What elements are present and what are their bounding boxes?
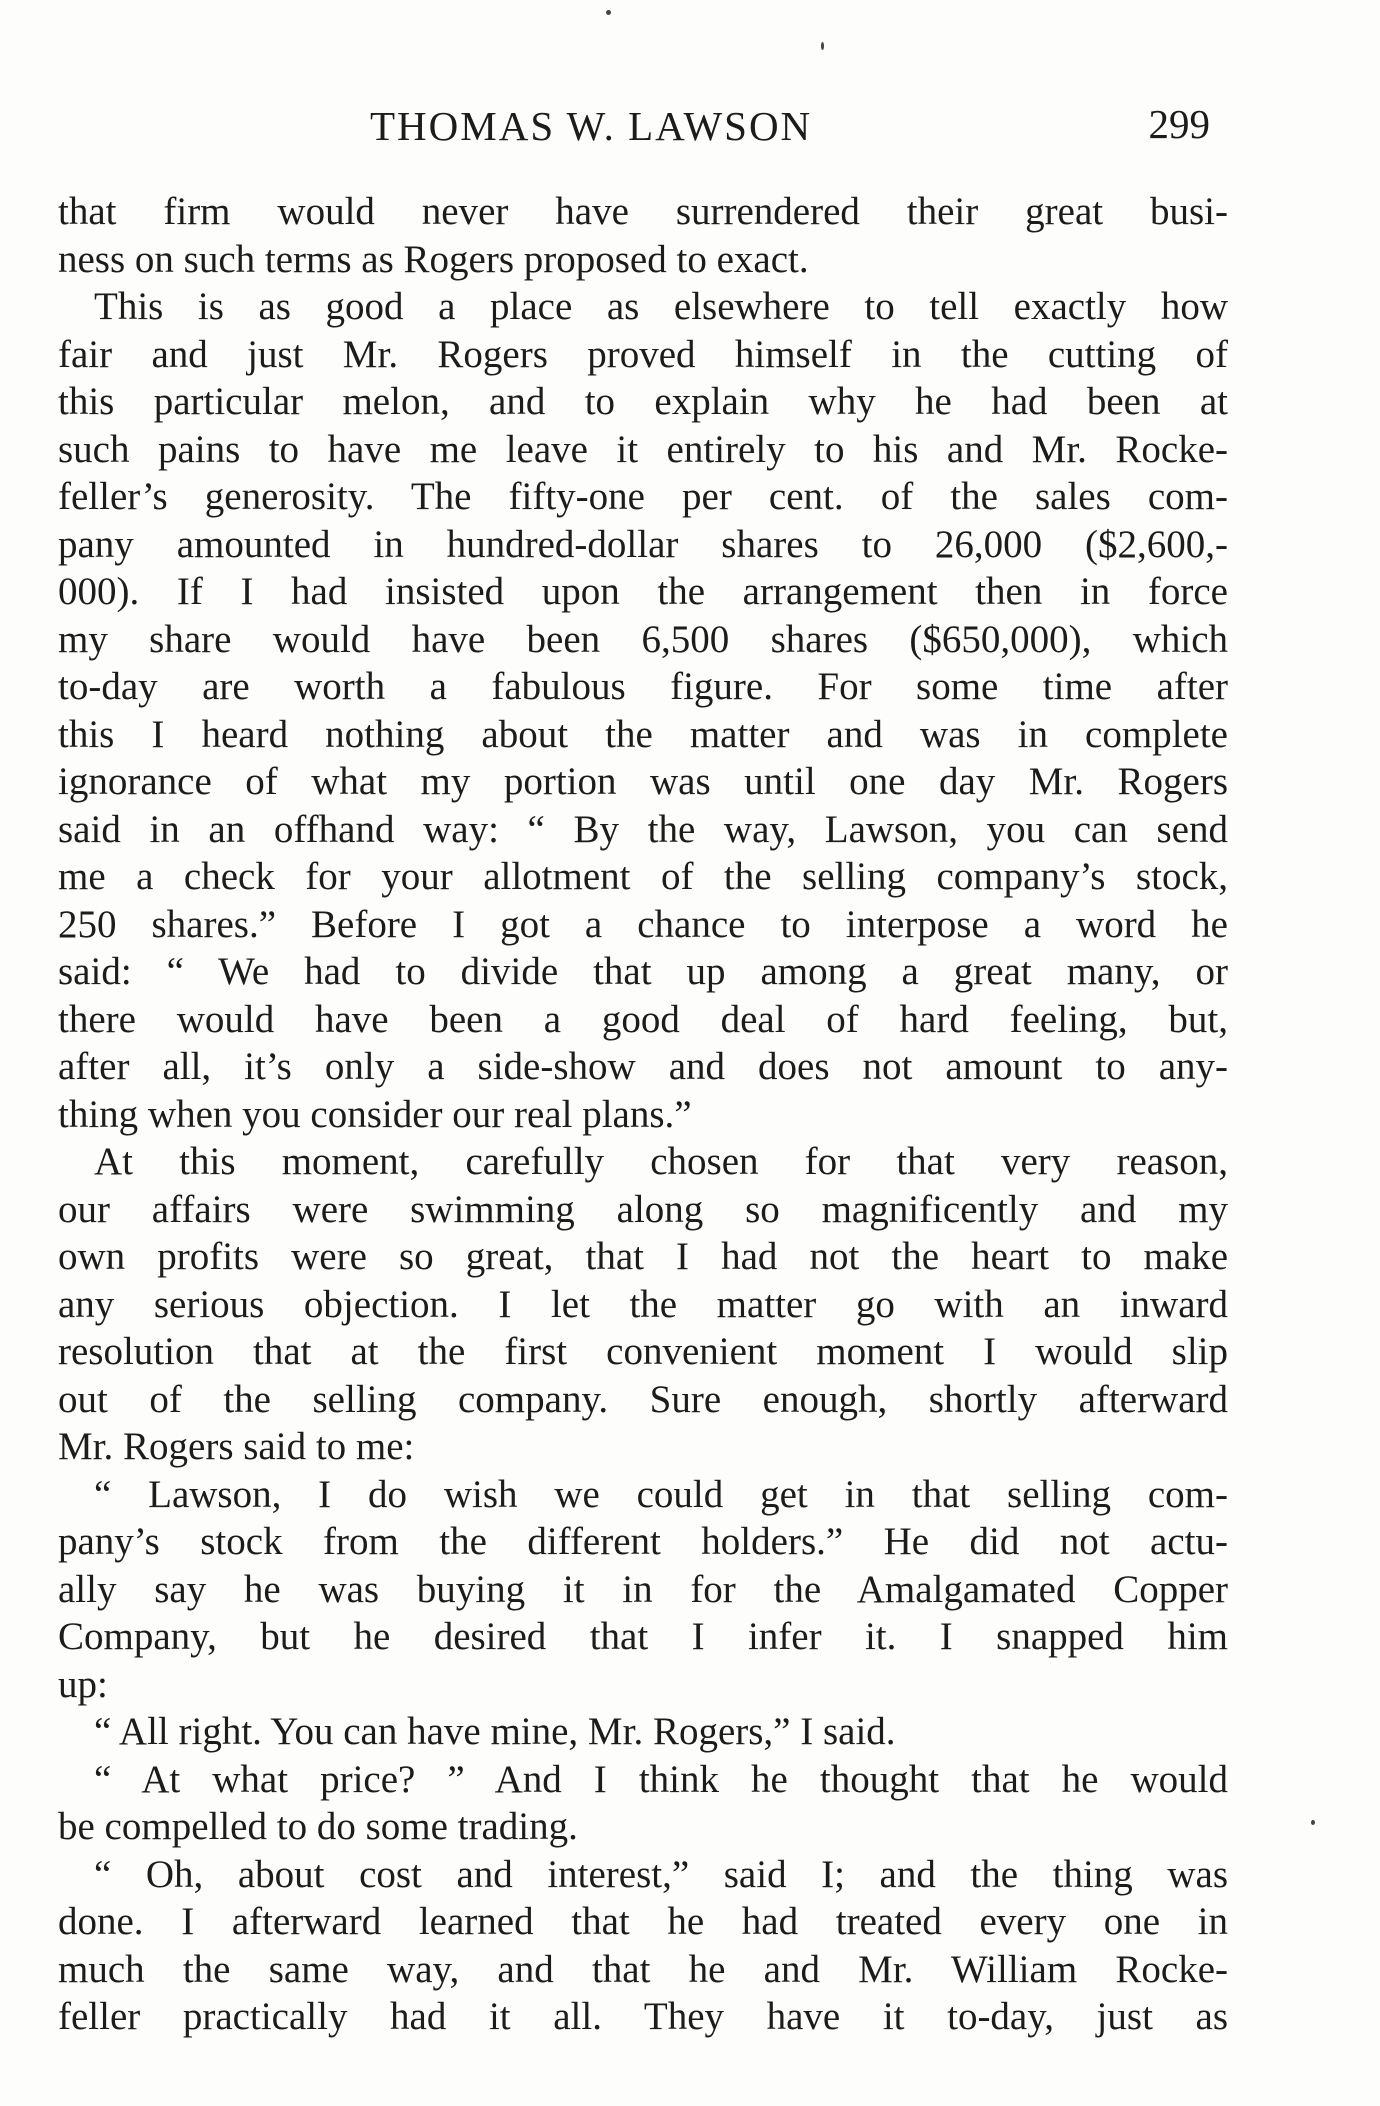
text-line: me a check for your allotment of the selling company’s stock,: [58, 855, 1228, 898]
text-line: that firm would never have surrendered their great busi-: [58, 190, 1228, 233]
text-line: Company, but he desired that I infer it. I snapped him: [58, 1615, 1228, 1658]
text-line: pany amounted in hundred-dollar shares to 26,000 ($2,600,-: [58, 522, 1228, 566]
print-speck: [606, 10, 611, 15]
text-line: “ At what price? ” And I think he thought that he would: [94, 1757, 1228, 1801]
text-line: pany’s stock from the different holders.” He did not actu-: [58, 1520, 1228, 1563]
text-line: 250 shares.” Before I got a chance to interpose a word he: [58, 902, 1228, 946]
text-line: this I heard nothing about the matter and was in complete: [58, 712, 1228, 756]
text-line: after all, it’s only a side-show and does not amount to any-: [58, 1045, 1228, 1088]
text-line: ignorance of what my portion was until one day Mr. Rogers: [58, 760, 1228, 803]
text-line: 000). If I had insisted upon the arrangement then in force: [58, 570, 1228, 613]
text-line: ally say he was buying it in for the Amalgamated Copper: [58, 1567, 1228, 1611]
text-line: such pains to have me leave it entirely to his and Mr. Rocke-: [58, 427, 1228, 471]
text-line: much the same way, and that he and Mr. William Rocke-: [58, 1947, 1228, 1991]
text-line: “ Oh, about cost and interest,” said I; and the thing was: [94, 1852, 1228, 1896]
text-line: thing when you consider our real plans.”: [58, 1092, 692, 1136]
page-number: 299: [1148, 101, 1210, 147]
text-line: feller practically had it all. They have it to-day, just as: [58, 1995, 1228, 2038]
text-line: Mr. Rogers said to me:: [58, 1425, 415, 1468]
text-line: any serious objection. I let the matter go with an inward: [58, 1282, 1228, 1326]
text-line: to-day are worth a fabulous figure. For some time after: [58, 665, 1228, 708]
body-text: [58, 188, 1228, 2041]
text-line: our affairs were swimming along so magnificently and my: [58, 1187, 1228, 1231]
running-head: THOMAS W. LAWSON: [370, 103, 813, 149]
text-line: “ Lawson, I do wish we could get in that selling com-: [94, 1472, 1228, 1516]
page-header: [60, 92, 1210, 152]
text-line: “ All right. You can have mine, Mr. Rogers,” I said.: [94, 1710, 896, 1753]
text-line: up:: [58, 1662, 108, 1706]
text-line: said: “ We had to divide that up among a great many, or: [58, 950, 1228, 993]
text-line: feller’s generosity. The fifty-one per cent. of the sales com-: [58, 475, 1228, 518]
text-line: said in an offhand way: “ By the way, Lawson, you can send: [58, 807, 1228, 851]
text-line: resolution that at the first convenient moment I would slip: [58, 1330, 1228, 1373]
text-line: this particular melon, and to explain why he had been at: [58, 380, 1228, 423]
print-speck: [821, 42, 824, 50]
text-line: done. I afterward learned that he had treated every one in: [58, 1900, 1228, 1943]
text-line: At this moment, carefully chosen for that very reason,: [94, 1140, 1228, 1183]
text-line: there would have been a good deal of hard feeling, but,: [58, 997, 1228, 1041]
text-line: fair and just Mr. Rogers proved himself in the cutting of: [58, 332, 1228, 376]
text-line: own profits were so great, that I had not the heart to make: [58, 1235, 1228, 1278]
text-line: be compelled to do some trading.: [58, 1805, 578, 1848]
text-line: my share would have been 6,500 shares ($650,000), which: [58, 617, 1228, 661]
text-line: ness on such terms as Rogers proposed to exact.: [58, 237, 809, 281]
text-line: This is as good a place as elsewhere to tell exactly how: [94, 285, 1228, 328]
print-speck: [1311, 1820, 1315, 1825]
text-line: out of the selling company. Sure enough, shortly afterward: [58, 1377, 1228, 1421]
